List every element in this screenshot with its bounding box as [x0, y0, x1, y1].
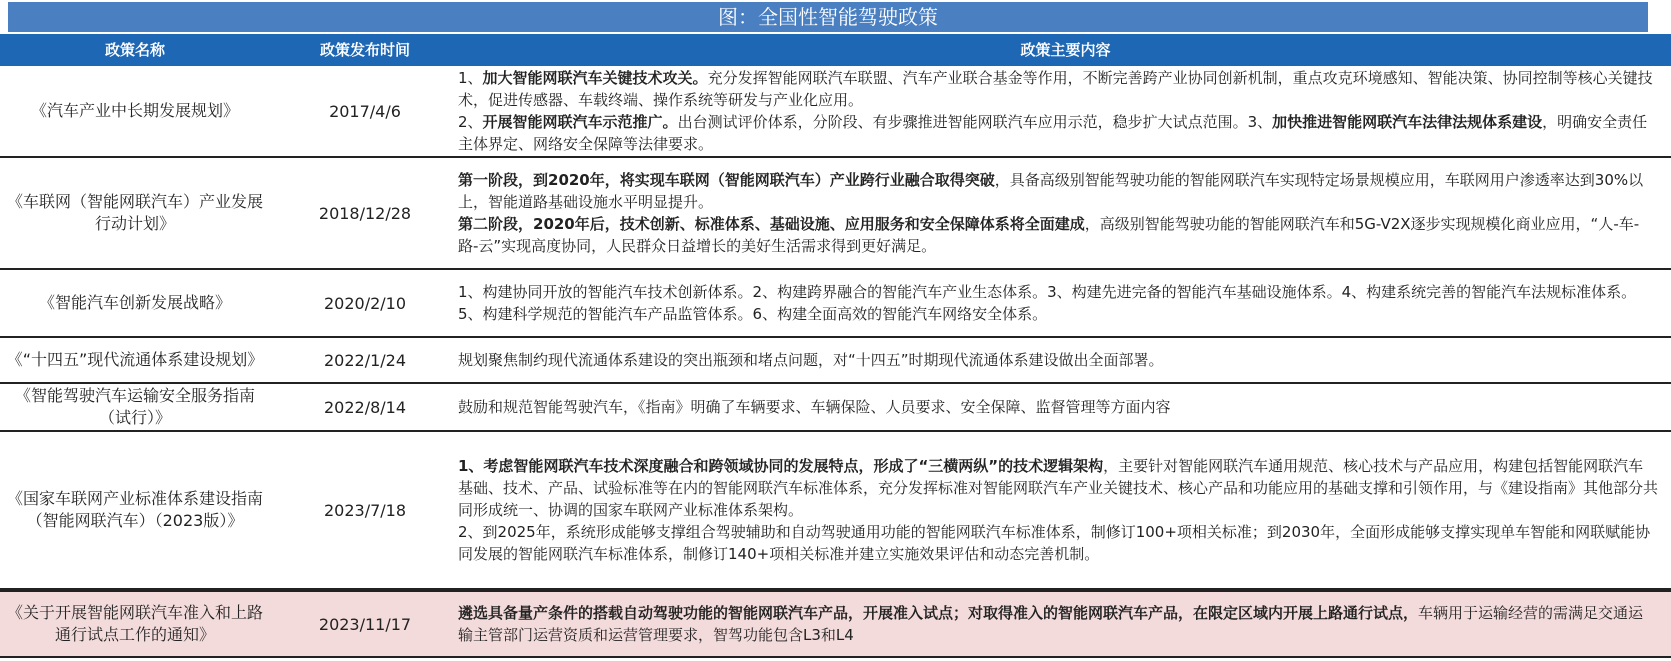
table-row: [0, 338, 1671, 384]
content-paragraph: [458, 455, 1658, 521]
text-segment: 车辆用于运输经营的需满足交通运输主管部门运营资质和运营管理要求，智驾功能包含L3和L4: [458, 604, 1644, 644]
content-text: [458, 396, 1171, 418]
table-header: [0, 34, 1671, 66]
release-date-cell: 2020/2/10: [323, 293, 407, 313]
content-paragraph: [458, 281, 1658, 325]
header-main-content: 政策主要内容: [1020, 41, 1111, 59]
header-policy-name: 政策名称: [104, 41, 165, 59]
table-row: [0, 66, 1671, 158]
release-date-cell: 2022/1/24: [323, 350, 407, 370]
release-date-cell: 2018/12/28: [318, 203, 412, 223]
content-paragraph: [458, 111, 1658, 155]
content-text: [458, 169, 1658, 257]
policy-name-cell: 《“十四五”现代流通体系建设规划》: [6, 350, 264, 369]
text-segment: 2、到2025年，系统形成能够支撑组合驾驶辅助和自动驾驶通用功能的智能网联汽车标准体系，制修订100+项相关标准；到2030年，全面形成能够支撑实现单车智能和网联赋能协同发展的智能网联汽车标准体系，制修订140+项相关标准并建立实施效果评估和动态完善机制。: [458, 523, 1651, 563]
content-text: [458, 67, 1658, 155]
release-date-cell: 2023/11/17: [318, 614, 412, 634]
text-segment: ，高级别智能驾驶功能的智能网联汽车和5G-V2X逐步实现规模化商业应用，“人-车-路-云”实现高度协同，人民群众日益增长的美好生活需求得到更好满足。: [458, 215, 1640, 255]
policy-name-cell: 《智能汽车创新发展战略》: [38, 293, 231, 312]
table-row-highlighted: [0, 590, 1671, 658]
policy-name-cell: 《智能驾驶汽车运输安全服务指南（试行）》: [14, 386, 255, 427]
content-paragraph: [458, 67, 1658, 111]
policy-name-cell: 《汽车产业中长期发展规划》: [30, 101, 239, 120]
header-release-date: 政策发布时间: [319, 41, 410, 59]
content-text: [458, 281, 1658, 325]
bold-segment: 1、考虑智能网联汽车技术深度融合和跨领域协同的发展特点，形成了“三横两纵”的技术逻辑架构: [458, 457, 1104, 475]
content-paragraph: [458, 169, 1658, 213]
table-row: [0, 158, 1671, 270]
content-paragraph: [458, 213, 1658, 257]
bold-segment: 开展智能网联汽车示范推广。: [482, 113, 678, 131]
release-date-cell: 2022/8/14: [323, 397, 407, 417]
bold-segment: 加快推进智能网联汽车法律法规体系建设: [1272, 113, 1543, 131]
content-paragraph: [458, 396, 1171, 418]
table-row: [0, 384, 1671, 432]
table-row: [0, 270, 1671, 338]
policy-name-cell: 《国家车联网产业标准体系建设指南（智能网联汽车）（2023版）》: [6, 489, 263, 530]
content-cell: [458, 338, 1658, 382]
content-cell: [458, 592, 1658, 656]
figure-title: 图：全国性智能驾驶政策: [8, 2, 1648, 32]
policy-name-cell: 《车联网（智能网联汽车）产业发展行动计划》: [6, 192, 263, 233]
content-paragraph: [458, 602, 1658, 646]
content-text: [458, 602, 1658, 646]
text-segment: 2、: [458, 113, 483, 131]
table-row: [0, 432, 1671, 590]
content-cell: [458, 158, 1658, 268]
content-text: [458, 455, 1658, 565]
release-date-cell: 2023/7/18: [323, 500, 407, 520]
text-segment: 规划聚焦制约现代流通体系建设的突出瓶颈和堵点问题，对“十四五”时期现代流通体系建设做出全面部署。: [458, 351, 1164, 369]
text-segment: ，具备高级别智能驾驶功能的智能网联汽车实现特定场景规模应用，车联网用户渗透率达到30%以上，智能道路基础设施水平明显提升。: [458, 171, 1644, 211]
bold-segment: 第一阶段，到2020年，将实现车联网（智能网联汽车）产业跨行业融合取得突破: [458, 171, 995, 189]
text-segment: ，明确安全责任主体界定、网络安全保障等法律要求。: [458, 113, 1648, 153]
text-segment: 1、构建协同开放的智能汽车技术创新体系。2、构建跨界融合的智能汽车产业生态体系。3、构建先进完备的智能汽车基础设施体系。4、构建系统完善的智能汽车法规标准体系。5、构建科学规范的智能汽车产品监管体系。6、构建全面高效的智能汽车网络安全体系。: [458, 283, 1637, 323]
content-text: [458, 349, 1164, 371]
text-segment: 鼓励和规范智能驾驶汽车，《指南》明确了车辆要求、车辆保险、人员要求、安全保障、监督管理等方面内容: [458, 398, 1171, 416]
content-paragraph: [458, 521, 1658, 565]
text-segment: 1、: [458, 69, 483, 87]
content-paragraph: [458, 349, 1164, 371]
release-date-cell: 2017/4/6: [329, 101, 401, 121]
text-segment: ，主要针对智能网联汽车通用规范、核心技术与产品应用，构建包括智能网联汽车基础、技术、产品、试验标准等在内的智能网联汽车标准体系，充分发挥标准对智能网联汽车产业关键技术、核心产品和功能应用的基础支撑和引领作用，与《建设指南》其他部分共同形成统一、协调的国家车联网产业标准体系架构。: [458, 457, 1659, 519]
content-cell: [458, 66, 1658, 156]
policy-name-cell: 《关于开展智能网联汽车准入和上路通行试点工作的通知》: [6, 603, 263, 644]
bold-segment: 加大智能网联汽车关键技术攻关。: [482, 69, 708, 87]
text-segment: 充分发挥智能网联汽车联盟、汽车产业联合基金等作用，不断完善跨产业协同创新机制，重点攻克环境感知、智能决策、协同控制等核心关键技术，促进传感器、车载终端、操作系统等研发与产业化应用。: [458, 69, 1653, 109]
text-segment: 出台测试评价体系，分阶段、有步骤推进智能网联汽车应用示范，稳步扩大试点范围。3、: [677, 113, 1273, 131]
content-cell: [458, 432, 1658, 588]
bold-segment: 第二阶段，2020年后，技术创新、标准体系、基础设施、应用服务和安全保障体系将全面建成: [458, 215, 1085, 233]
content-cell: [458, 270, 1658, 336]
content-cell: [458, 384, 1658, 430]
bold-segment: 遴选具备量产条件的搭载自动驾驶功能的智能网联汽车产品，开展准入试点；对取得准入的智能网联汽车产品，在限定区域内开展上路通行试点，: [458, 604, 1419, 622]
